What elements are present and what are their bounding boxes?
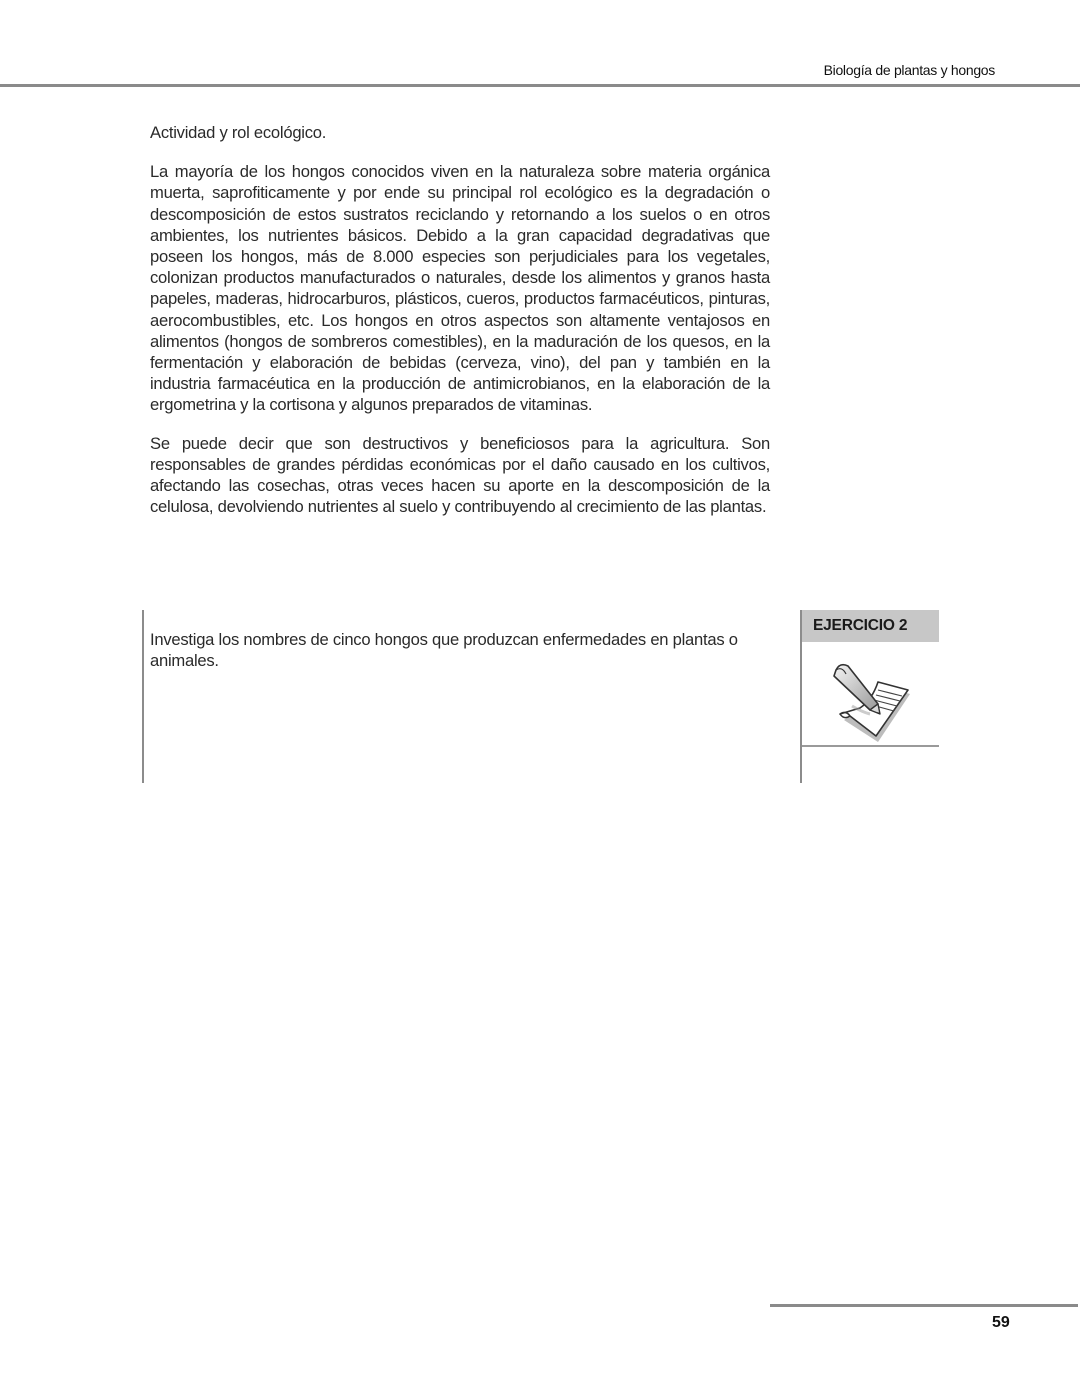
exercise-panel: [800, 610, 939, 783]
section-title: Actividad y rol ecológico.: [150, 123, 327, 142]
main-content: [150, 122, 770, 534]
body-paragraph-2: Se puede decir que son destructivos y beneficiosos para la agricultura. Son responsables de grandes pérdidas económicas por el daño causado en los cultivos, afectando las cosechas, otras veces hacen su aporte en la descomposición de la celulosa, devolviendo nutrientes al suelo y contribuyendo al crecimiento de las plantas.: [150, 433, 770, 517]
exercise-label: EJERCICIO 2: [802, 610, 939, 642]
exercise-prompt: Investiga los nombres de cinco hongos que produzcan enfermedades en plantas o animales.: [150, 630, 738, 671]
exercise-panel-divider: [802, 745, 939, 747]
body-paragraph-1: La mayoría de los hongos conocidos viven en la naturaleza sobre materia orgánica muerta, saprofiticamente y por ende su principal rol ecológico es la degradación o descomposición de estos sustratos reciclando y retornando a los suelos o en otros ambientes, los nutrientes básicos. Debido a la gran capacidad degradativas que poseen los hongos, más de 8.000 especies son perjudiciales para los vegetales, colonizan productos manufacturados o naturales, desde los alimentos y granos hasta papeles, maderas, hidrocarburos, plásticos, cueros, productos farmacéuticos, pinturas, aerocombustibles, etc. Los hongos en otros aspectos son altamente ventajosos en alimentos (hongos de sombreros comestibles), en la maduración de los quesos, en la fermentación y elaboración de bebidas (cerveza, vino), del pan y también en la industria farmacéutica en la producción de antimicrobianos, en la elaboración de la ergometrina y la cortisona y algunos preparados de vitaminas.: [150, 162, 770, 415]
footer-rule: [770, 1304, 1078, 1307]
pencil-writing-paper-icon: [830, 660, 914, 744]
exercise-left-rule: [142, 610, 144, 783]
header-rule: [0, 84, 1080, 87]
page-number: 59: [992, 1314, 1010, 1331]
running-header-title: Biología de plantas y hongos: [823, 62, 995, 78]
